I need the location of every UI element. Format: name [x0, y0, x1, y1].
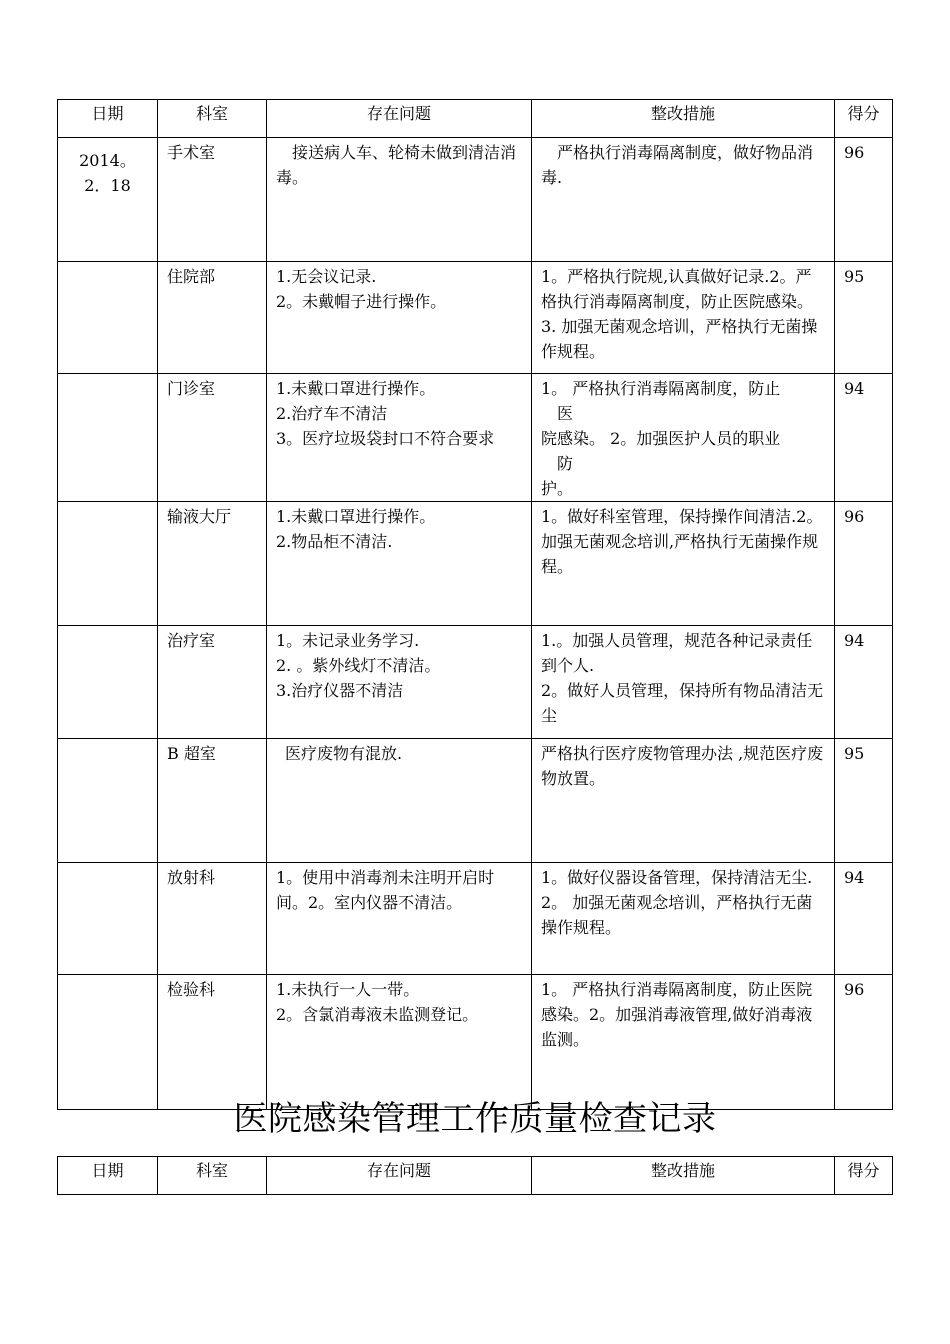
- cell-fix: 1.。加强人员管理，规范各种记录责任到个人. 2。做好人员管理，保持所有物品清洁无尘: [532, 626, 835, 739]
- header-fix: 整改措施: [532, 1157, 835, 1195]
- cell-fix: 1。做好科室管理，保持操作间清洁.2。加强无菌观念培训,严格执行无菌操作规程。: [532, 502, 835, 626]
- cell-score: 94: [835, 374, 893, 502]
- table-row: [58, 374, 893, 502]
- cell-score: 95: [835, 262, 893, 374]
- cell-date: [58, 626, 158, 739]
- cell-problem: 接送病人车、轮椅未做到清洁消毒。: [267, 138, 532, 262]
- header-date: 日期: [58, 1157, 158, 1195]
- cell-fix: 1。严格执行院规,认真做好记录.2。严格执行消毒隔离制度，防止医院感染。3. 加强无菌观念培训，严格执行无菌操作规程。: [532, 262, 835, 374]
- cell-fix: 严格执行医疗废物管理办法 ,规范医疗废物放置。: [532, 739, 835, 863]
- inspection-table: [57, 99, 893, 1110]
- cell-date: [58, 262, 158, 374]
- header-fix: 整改措施: [532, 100, 835, 138]
- table-row: [58, 626, 893, 739]
- cell-date: [58, 863, 158, 975]
- cell-problem: 1.无会议记录. 2。未戴帽子进行操作。: [267, 262, 532, 374]
- table-header-row: [58, 100, 893, 138]
- cell-score: 95: [835, 739, 893, 863]
- header-dept: 科室: [158, 1157, 267, 1195]
- header-score: 得分: [835, 100, 893, 138]
- cell-date: [58, 502, 158, 626]
- table-row: [58, 863, 893, 975]
- cell-score: 96: [835, 138, 893, 262]
- cell-score: 96: [835, 975, 893, 1110]
- cell-date: 2014。 2．18: [58, 138, 158, 262]
- header-dept: 科室: [158, 100, 267, 138]
- cell-dept: B 超室: [158, 739, 267, 863]
- cell-dept: 手术室: [158, 138, 267, 262]
- header-score: 得分: [835, 1157, 893, 1195]
- document-title: 医院感染管理工作质量检查记录: [233, 1099, 717, 1139]
- cell-fix: 1。 严格执行消毒隔离制度，防止 医 院感染。 2。加强医护人员的职业 防 护。: [532, 374, 835, 502]
- cell-problem: 1.未执行一人一带。 2。含氯消毒液未监测登记。: [267, 975, 532, 1110]
- table-row: [58, 502, 893, 626]
- table-row: [58, 975, 893, 1110]
- cell-score: 94: [835, 863, 893, 975]
- cell-problem: 1。使用中消毒剂未注明开启时间。2。室内仪器不清洁。: [267, 863, 532, 975]
- cell-date: [58, 374, 158, 502]
- cell-fix: 1。做好仪器设备管理，保持清洁无尘.2。 加强无菌观念培训，严格执行无菌操作规程。: [532, 863, 835, 975]
- cell-problem: 1。未记录业务学习. 2. 。紫外线灯不清洁。 3.治疗仪器不清洁: [267, 626, 532, 739]
- table-row: [58, 138, 893, 262]
- cell-problem: 1.未戴口罩进行操作。 2.治疗车不清洁 3。医疗垃圾袋封口不符合要求: [267, 374, 532, 502]
- header-date: 日期: [58, 100, 158, 138]
- cell-fix: 严格执行消毒隔离制度，做好物品消毒.: [532, 138, 835, 262]
- table-row: [58, 739, 893, 863]
- cell-dept: 治疗室: [158, 626, 267, 739]
- cell-dept: 住院部: [158, 262, 267, 374]
- cell-score: 96: [835, 502, 893, 626]
- cell-dept: 输液大厅: [158, 502, 267, 626]
- header-problem: 存在问题: [267, 100, 532, 138]
- cell-problem: 1.未戴口罩进行操作。 2.物品柜不清洁.: [267, 502, 532, 626]
- table-row: [58, 262, 893, 374]
- cell-dept: 检验科: [158, 975, 267, 1110]
- cell-score: 94: [835, 626, 893, 739]
- second-table: [57, 1156, 893, 1195]
- cell-date: [58, 975, 158, 1110]
- cell-fix: 1。 严格执行消毒隔离制度，防止医院感染。2。加强消毒液管理,做好消毒液监测。: [532, 975, 835, 1110]
- cell-dept: 门诊室: [158, 374, 267, 502]
- cell-problem: 医疗废物有混放.: [267, 739, 532, 863]
- header-problem: 存在问题: [267, 1157, 532, 1195]
- cell-dept: 放射科: [158, 863, 267, 975]
- cell-date: [58, 739, 158, 863]
- table-header-row: [58, 1157, 893, 1195]
